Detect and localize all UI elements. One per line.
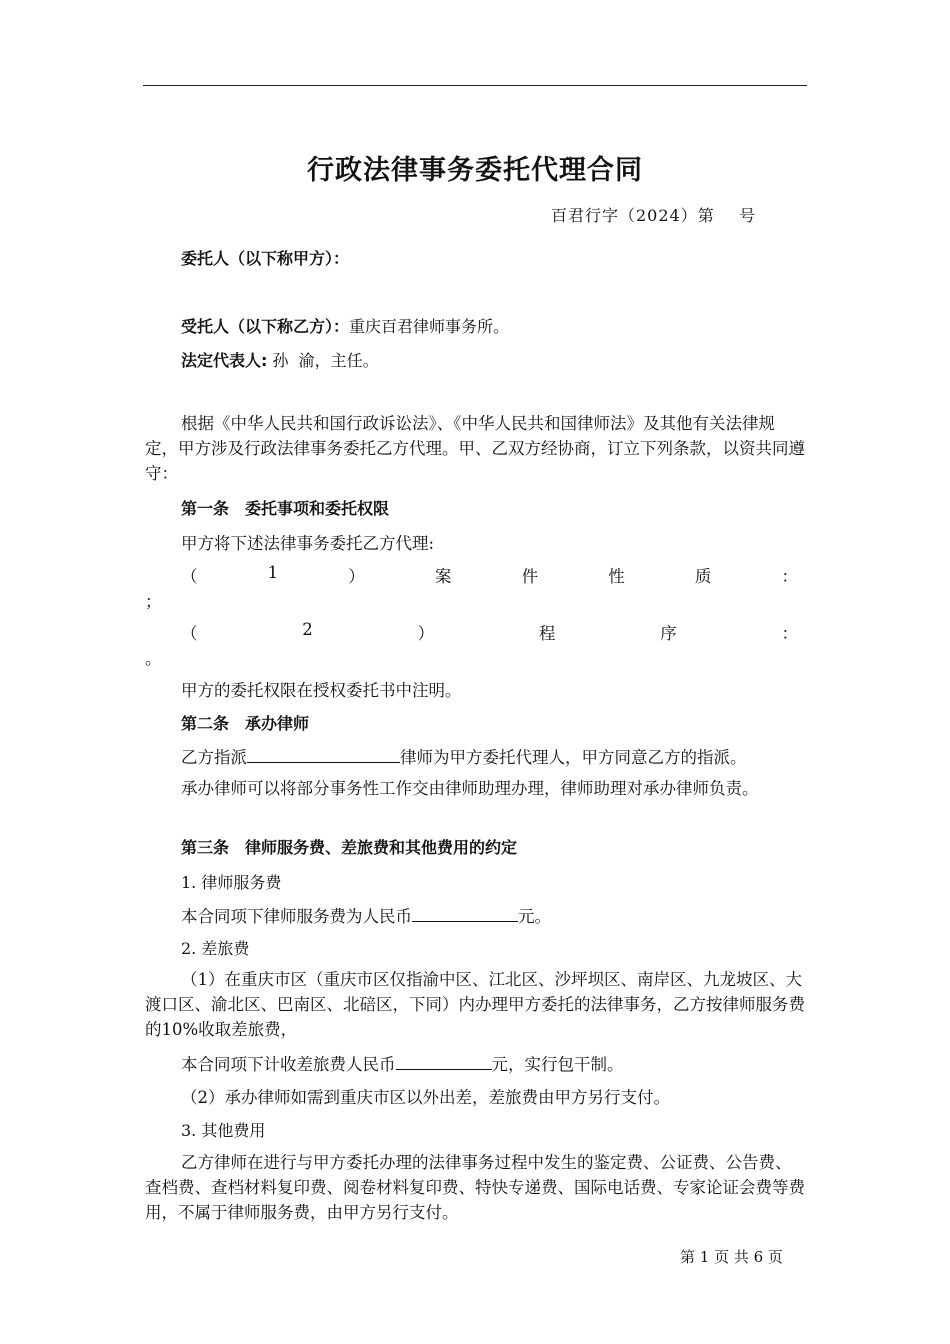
section-2-p1: （1）在重庆市区（重庆市区仅指渝中区、江北区、沙坪坝区、南岸区、九龙坡区、大渡口区、渝北区、巴南区、北碚区，下同）内办理甲方委托的法律事务，乙方按律师服务费的10%收取差旅费， <box>145 970 805 1039</box>
document-title: 行政法律事务委托代理合同 <box>307 155 643 186</box>
item-1-row: （ 1 ） 案 件 性 质 ： <box>181 563 798 586</box>
intro-paragraph: 根据《中华人民共和国行政诉讼法》、《中华人民共和国律师法》及其他有关法律规定，甲方涉及行政法律事务委托乙方代理。甲、乙双方经协商，订立下列条款，以资共同遵守： <box>145 414 805 483</box>
page-footer: 第 1 页 共 6 页 <box>680 1248 783 1266</box>
section-3-title: 3. 其他费用 <box>181 1121 266 1140</box>
representative-label: 法定代表人: <box>181 351 268 370</box>
section-1-title: 1. 律师服务费 <box>181 873 282 892</box>
section-3-p1: 乙方律师在进行与甲方委托办理的法律事务过程中发生的鉴定费、公证费、公告费、查档费、查档材料复印费、阅卷材料复印费、特快专递费、国际电话费、专家论证会费等费用，不属于律师服务费，由甲方另行支付。 <box>145 1153 805 1222</box>
article-1-heading: 第一条 委托事项和委托权限 <box>181 499 390 518</box>
document-number: 百君行字（2024）第 号 <box>551 206 757 225</box>
item-2-end: 。 <box>145 649 162 668</box>
section-2-title: 2. 差旅费 <box>181 939 250 958</box>
lawyer-name-blank <box>247 746 400 763</box>
article-2-p2: 承办律师可以将部分事务性工作交由律师助理办理，律师助理对承办律师负责。 <box>181 779 759 798</box>
article-1-p2: 甲方的委托权限在授权委托书中注明。 <box>181 681 462 700</box>
agent-label: 受托人（以下称乙方）： <box>181 317 350 336</box>
client-label: 委托人（以下称甲方）： <box>181 249 350 268</box>
travel-fee-blank <box>396 1053 492 1070</box>
representative-value: 孙 渝，主任。 <box>272 351 379 370</box>
article-2-heading: 第二条 承办律师 <box>181 714 310 733</box>
section-2-p3: （2）承办律师如需到重庆市区以外出差，差旅费由甲方另行支付。 <box>181 1088 670 1107</box>
representative-line <box>181 348 379 371</box>
item-2-row: （ 2 ） 程 序 ： <box>181 620 798 643</box>
client-line <box>181 246 349 269</box>
article-1-p1: 甲方将下述法律事务委托乙方代理: <box>181 534 435 553</box>
article-2-p1: 乙方指派 律师为甲方委托代理人，甲方同意乙方的指派。 <box>181 748 747 767</box>
item-1-end: ； <box>145 592 162 611</box>
header-rule <box>143 85 807 86</box>
agent-value: 重庆百君律师事务所。 <box>349 317 510 336</box>
article-3-heading: 第三条 律师服务费、差旅费和其他费用的约定 <box>181 838 518 857</box>
section-2-p2: 本合同项下计收差旅费人民币 元，实行包干制。 <box>181 1055 624 1074</box>
agent-line <box>181 314 509 337</box>
service-fee-blank <box>412 905 518 922</box>
section-1-fee: 本合同项下律师服务费为人民币 元。 <box>181 907 551 926</box>
